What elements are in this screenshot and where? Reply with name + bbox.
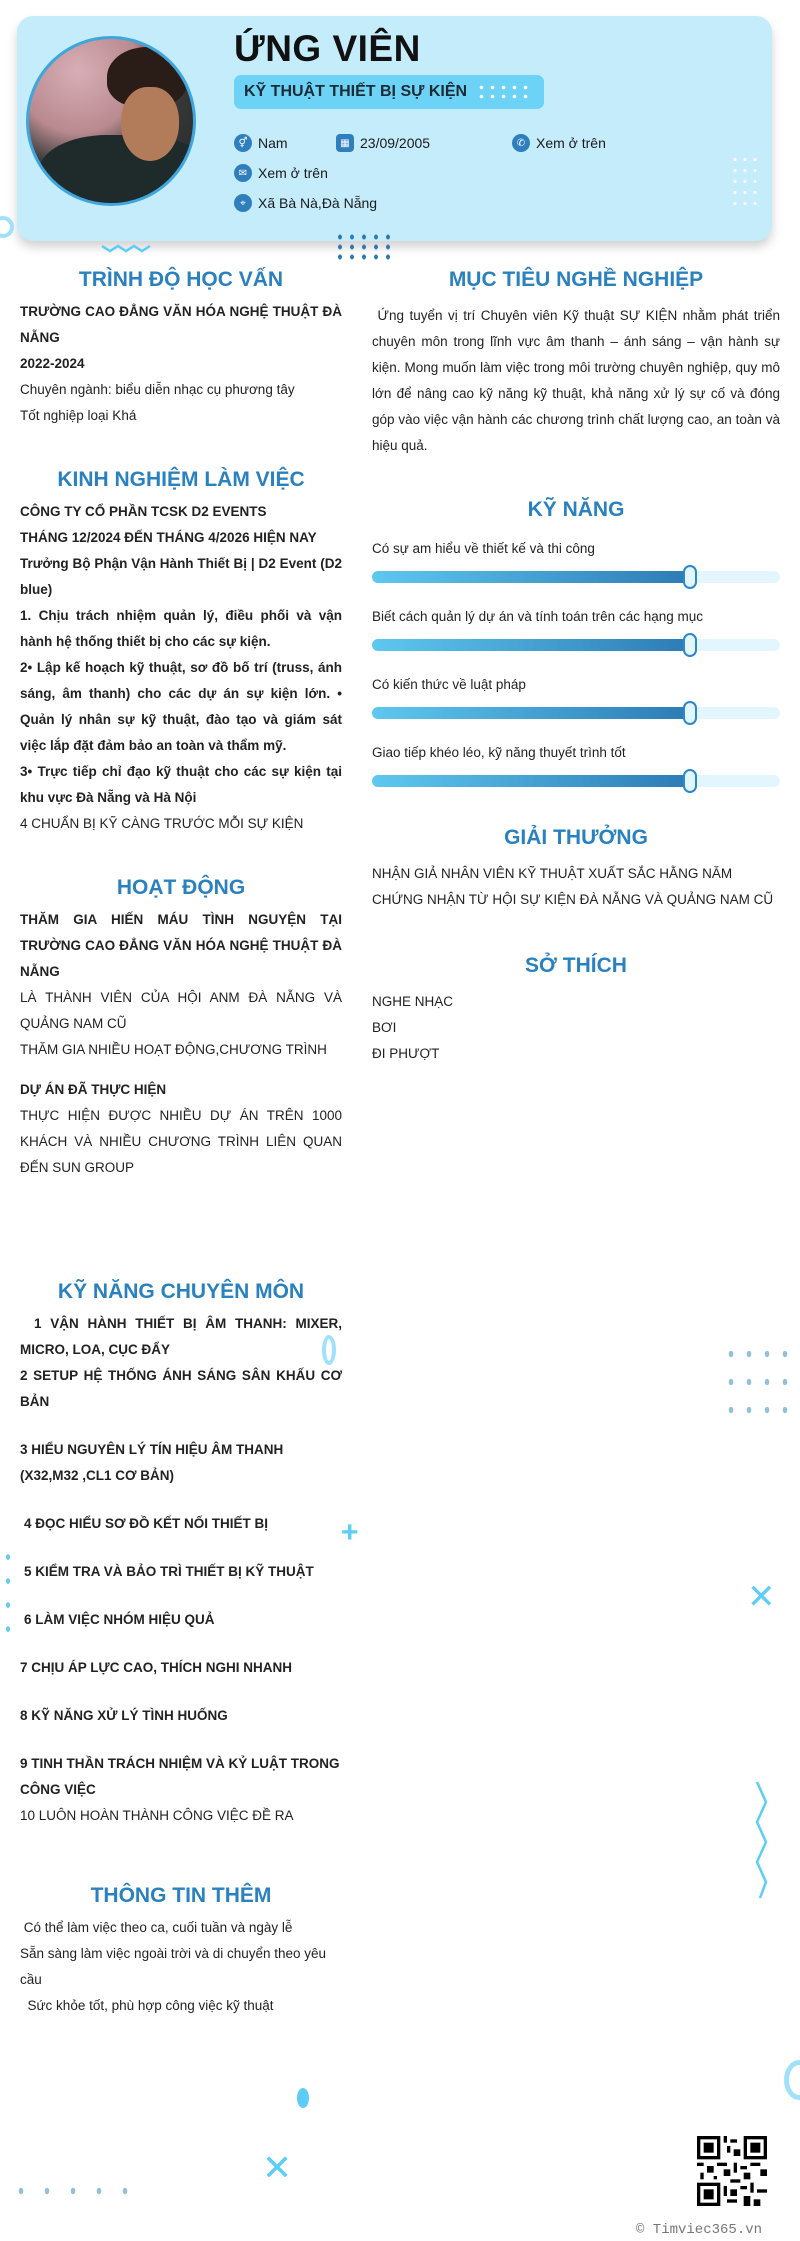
skill-bar-fill [372, 571, 690, 583]
zigzag-decoration [100, 243, 152, 253]
extra-item: Sẵn sàng làm việc ngoài trời và di chuyển theo yêu cầu [20, 1946, 327, 1987]
skill-bar [372, 639, 780, 651]
activity-item: LÀ THÀNH VIÊN CỦA HỘI ANM ĐÀ NẴNG VÀ QUẢNG NAM CŨ [20, 990, 342, 1031]
dots-decoration [476, 83, 532, 101]
section-title: HOẠT ĐỘNG [116, 876, 246, 899]
projects-text: THỰC HIỆN ĐƯỢC NHIỀU DỰ ÁN TRÊN 1000 KHÁCH VÀ NHIỀU CHƯƠNG TRÌNH LIÊN QUAN ĐẾN SUN GROUP [20, 1108, 342, 1175]
ring-decoration [0, 216, 14, 238]
skill-label: Có kiến thức về luật pháp [372, 677, 526, 692]
ring-decoration [784, 2060, 800, 2100]
dots-decoration [8, 2168, 138, 2226]
job-title-text: KỸ THUẬT THIẾT BỊ SỰ KIỆN [244, 83, 468, 100]
hobby-item: ĐI PHƯỢT [372, 1046, 440, 1061]
company-name: CÔNG TY CỔ PHẦN TCSK D2 EVENTS [20, 504, 267, 519]
pro-skill-item: 7 CHỊU ÁP LỰC CAO, THÍCH NGHI NHANH [20, 1660, 292, 1675]
info-email: ✉ Xem ở trên [234, 164, 328, 182]
skill-bar-knob [683, 701, 697, 725]
skill-bar [372, 571, 780, 583]
calendar-icon: ▦ [336, 134, 354, 152]
skill-bar-fill [372, 707, 690, 719]
skill-item [372, 673, 780, 719]
pro-skill-item: 4 ĐỌC HIỂU SƠ ĐỒ KẾT NỐI THIẾT BỊ [24, 1516, 269, 1531]
pro-skill-item: 2 SETUP HỆ THỐNG ÁNH SÁNG SÂN KHẤU CƠ BẢN [20, 1368, 342, 1409]
pro-skill-item: 9 TINH THẦN TRÁCH NHIỆM VÀ KỶ LUẬT TRONG CÔNG VIỆC [20, 1756, 340, 1797]
experience-note: 4 CHUẨN BỊ KỸ CÀNG TRƯỚC MỖI SỰ KIỆN [20, 816, 304, 831]
award-item: NHẬN GIẢ NHÂN VIÊN KỸ THUẬT XUẤT SẮC HẰNG NĂM [372, 866, 733, 881]
hobby-item: NGHE NHẠC [372, 994, 454, 1009]
awards-section [372, 823, 780, 913]
skill-label: Có sự am hiểu về thiết kế và thi công [372, 541, 595, 556]
objective-text: Ứng tuyển vị trí Chuyên viên Kỹ thuật SỰ KIỆN nhằm phát triển chuyên môn trong lĩnh vực âm thanh – ánh sáng – vận hành sự kiện. Mong muốn làm việc trong môi trường chuyên nghiệp, quy mô lớn để nâng cao kỹ năng kỹ thuật, khả năng xử lý sự cố và đóng góp vào việc vận hành các chương trình chất lượng cao, an toàn và hiệu quả. [372, 308, 784, 453]
skill-bar-knob [683, 769, 697, 793]
experience-position: Trưởng Bộ Phận Vận Hành Thiết Bị | D2 Event (D2 blue) [20, 556, 342, 597]
section-title: KỸ NĂNG CHUYÊN MÔN [57, 1280, 305, 1303]
zigzag-decoration [754, 1780, 770, 1900]
objective-section [372, 265, 784, 459]
extra-item: Sức khỏe tốt, phù hợp công việc kỹ thuật [20, 1998, 274, 2013]
activities-section [20, 873, 342, 1181]
section-title: THÔNG TIN THÊM [90, 1884, 272, 1907]
pro-skill-item: 5 KIỂM TRA VÀ BẢO TRÌ THIẾT BỊ KỸ THUẬT [24, 1564, 314, 1579]
experience-section [20, 465, 342, 837]
job-title-badge [234, 75, 544, 109]
hobby-item: BƠI [372, 1020, 397, 1035]
skill-bar-knob [683, 565, 697, 589]
experience-duty: 2• Lập kế hoạch kỹ thuật, sơ đồ bố trí (truss, ánh sáng, âm thanh) cho các dự án sự kiện lớn. • Quản lý nhân sự kỹ thuật, đào tạo và giám sát việc lắp đặt đảm bảo an toàn và thẩm mỹ. [20, 660, 342, 753]
section-title: TRÌNH ĐỘ HỌC VẤN [78, 268, 284, 291]
avatar [26, 36, 196, 206]
section-title: SỞ THÍCH [525, 954, 627, 977]
activity-headline: THĂM GIA HIẾN MÁU TÌNH NGUYỆN TẠI TRƯỜNG CAO ĐẲNG VĂN HÓA NGHỆ THUẬT ĐÀ NẴNG [20, 912, 342, 979]
info-gender: ⚥ Nam [234, 134, 288, 152]
x-decoration: ✕ [262, 2147, 293, 2188]
skill-bar-fill [372, 639, 690, 651]
qr-code [697, 2136, 767, 2206]
dots-decoration [730, 154, 762, 209]
dots-decoration [722, 1340, 794, 1424]
section-title: GIẢI THƯỞNG [504, 826, 648, 849]
extra-info-section [20, 1881, 342, 2019]
projects-title: DỰ ÁN ĐÃ THỰC HIỆN [20, 1082, 167, 1097]
skill-bar [372, 775, 780, 787]
copyright-text: © Timviec365.vn [636, 2222, 763, 2238]
skills-section [372, 495, 780, 787]
education-grade: Tốt nghiệp loại Khá [20, 408, 137, 423]
pro-skills-section [20, 1277, 342, 1829]
skill-bar-knob [683, 633, 697, 657]
email-icon: ✉ [234, 164, 252, 182]
experience-duty: 3• Trực tiếp chỉ đạo kỹ thuật cho các sự kiện tại khu vực Đà Nẵng và Hà Nội [20, 764, 342, 805]
location-icon: ⌖ [234, 194, 252, 212]
activity-item: THĂM GIA NHIỀU HOẠT ĐỘNG,CHƯƠNG TRÌNH [20, 1042, 327, 1057]
education-section [20, 265, 342, 429]
skill-bar-fill [372, 775, 690, 787]
pro-skill-item: 3 HIỂU NGUYÊN LÝ TÍN HIỆU ÂM THANH (X32,M32 ,CL1 CƠ BẢN) [20, 1442, 284, 1483]
education-period: 2022-2024 [20, 356, 85, 371]
left-column [20, 265, 342, 2019]
info-birthday: ▦ 23/09/2005 [336, 134, 430, 152]
info-address: ⌖ Xã Bà Nà,Đà Nẵng [234, 194, 377, 212]
skill-item [372, 605, 780, 651]
dot-decoration [297, 2088, 309, 2108]
extra-item: Có thể làm việc theo ca, cuối tuần và ngày lễ [20, 1920, 293, 1935]
dots-decoration [334, 232, 394, 262]
skill-label: Giao tiếp khéo léo, kỹ năng thuyết trình tốt [372, 745, 626, 760]
pro-skill-item: 1 VẬN HÀNH THIẾT BỊ ÂM THANH: MIXER, MICRO, LOA, CỤC ĐẨY [20, 1316, 342, 1357]
info-phone: ✆ Xem ở trên [512, 134, 606, 152]
right-column [372, 265, 784, 1067]
section-title: MỤC TIÊU NGHỀ NGHIỆP [448, 268, 704, 291]
pro-skill-item: 8 KỸ NĂNG XỬ LÝ TÌNH HUỐNG [20, 1708, 228, 1723]
x-decoration: ✕ [747, 1578, 776, 1616]
phone-icon: ✆ [512, 134, 530, 152]
pro-skill-item: 10 LUÔN HOÀN THÀNH CÔNG VIỆC ĐỀ RA [20, 1808, 294, 1823]
section-title: KỸ NĂNG [527, 498, 625, 521]
plus-decoration: + [341, 1516, 359, 1549]
gender-icon: ⚥ [234, 134, 252, 152]
section-title: KINH NGHIỆM LÀM VIỆC [57, 468, 305, 491]
experience-duty: 1. Chịu trách nhiệm quản lý, điều phối và vận hành hệ thống thiết bị cho các sự kiện. [20, 608, 342, 649]
skill-bar [372, 707, 780, 719]
experience-period: THÁNG 12/2024 ĐẾN THÁNG 4/2026 HIỆN NAY [20, 530, 317, 545]
skill-item [372, 537, 780, 583]
school-name: TRƯỜNG CAO ĐẲNG VĂN HÓA NGHỆ THUẬT ĐÀ NẴNG [20, 304, 342, 345]
award-item: CHỨNG NHẬN TỪ HỘI SỰ KIỆN ĐÀ NẴNG VÀ QUẢNG NAM CŨ [372, 892, 774, 907]
education-major: Chuyên ngành: biểu diễn nhạc cụ phương tây [20, 382, 295, 397]
hobbies-section [372, 951, 780, 1067]
profile-header [17, 16, 772, 241]
candidate-name: ỨNG VIÊN [234, 28, 421, 69]
skill-label: Biết cách quản lý dự án và tính toán trên các hạng mục [372, 609, 703, 624]
skill-item [372, 741, 780, 787]
pro-skill-item: 6 LÀM VIỆC NHÓM HIỆU QUẢ [24, 1612, 215, 1627]
dots-decoration [5, 1545, 11, 1645]
